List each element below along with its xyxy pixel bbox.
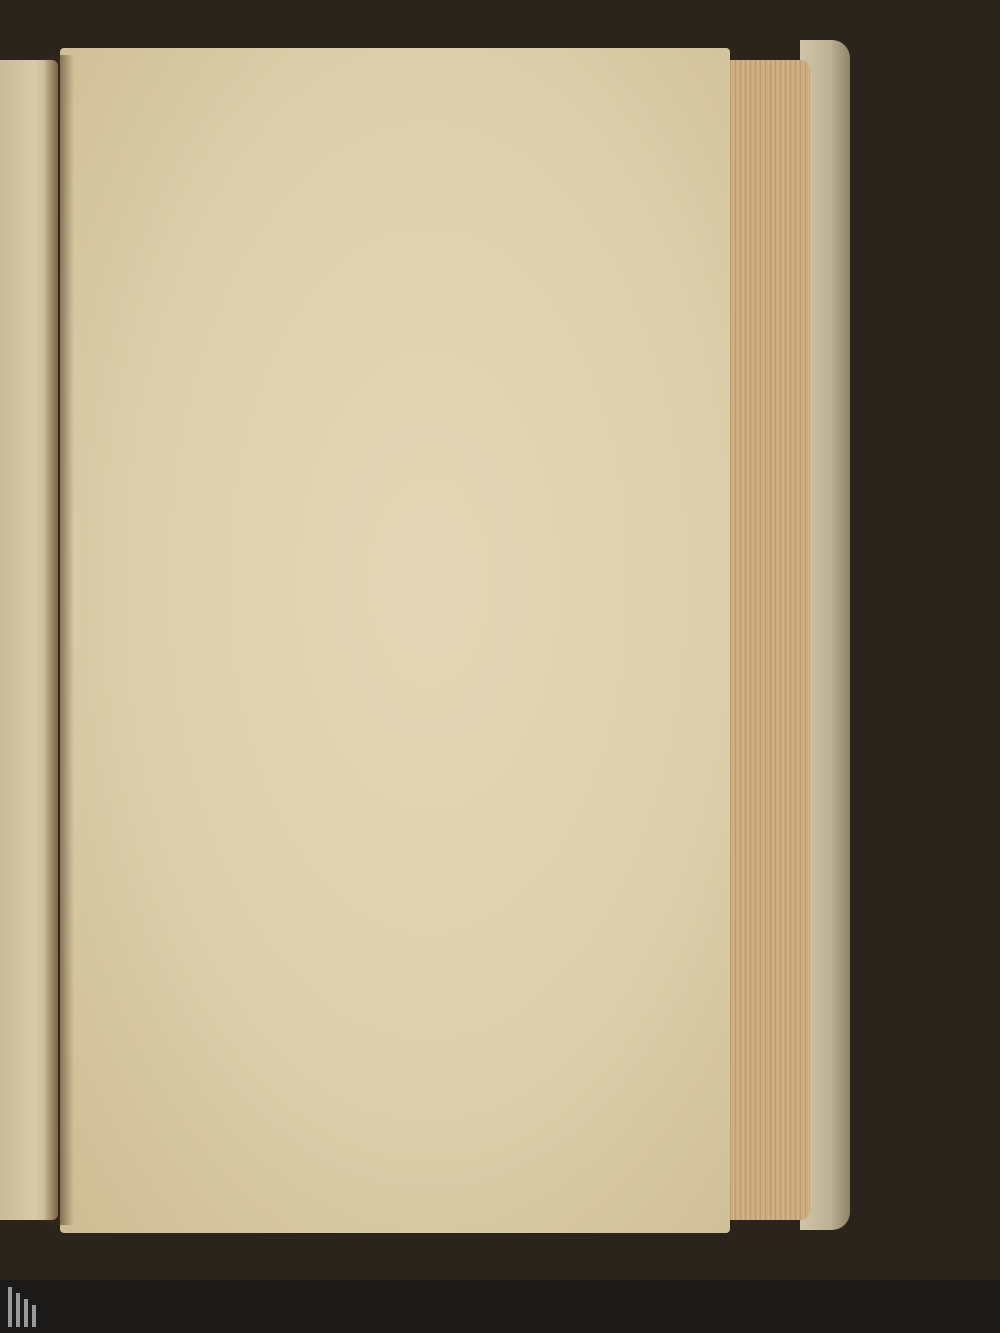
footer-bar bbox=[0, 1280, 1000, 1333]
running-head bbox=[106, 114, 626, 150]
page-edges bbox=[722, 60, 810, 1220]
gutter-shadow bbox=[44, 55, 74, 1225]
book-page bbox=[60, 48, 730, 1233]
library-logo-icon bbox=[8, 1287, 44, 1327]
